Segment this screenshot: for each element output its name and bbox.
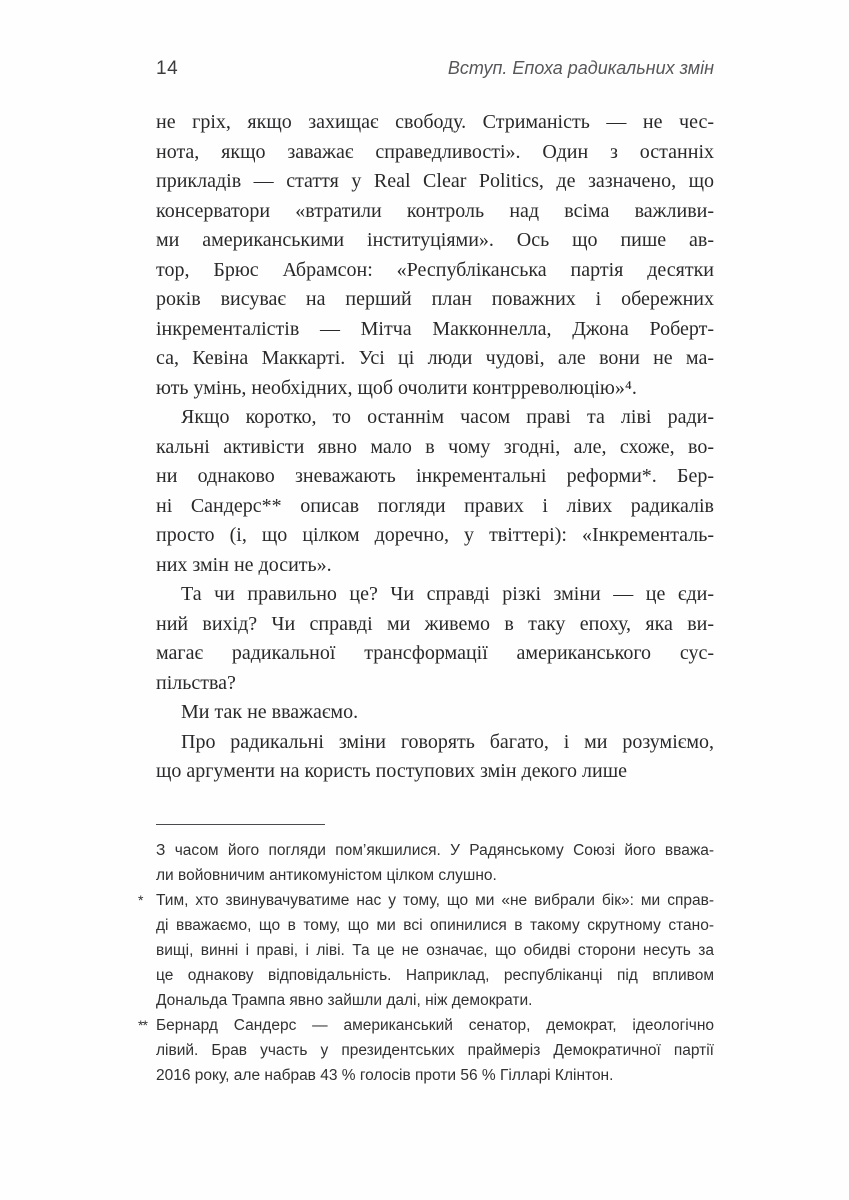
paragraph: Про радикальні зміни говорять багато, і ми розуміємо, що аргументи на користь поступових змін декого лише xyxy=(156,730,714,782)
footnote-marker: * xyxy=(138,892,143,908)
paragraph: Та чи правильно це? Чи справді різкі зміни — це єди- ний вихід? Чи справді ми живемо в таку епоху, яка ви- магає радикальної трансформації американського сус- пільства? xyxy=(156,583,714,694)
page-header xyxy=(156,58,714,80)
footnotes-section xyxy=(138,818,714,1088)
footnote-continuation xyxy=(156,838,714,888)
footnote-text: З часом його погляди пом’якшилися. У Радянському Союзі його вважа- ли войовничим антикомуністом цілком слушно. xyxy=(156,842,714,884)
footnote-asterisk xyxy=(138,888,714,1013)
paragraph: Ми так не вважаємо. xyxy=(181,701,359,723)
paragraph: Якщо коротко, то останнім часом праві та ліві ради- кальні активісти явно мало в чому згодні, але, схоже, во- ни однаково зневажають інкрементальні реформи*. Бер- ні Сандерс** описав погляди правих і лівих радикалів просто (і, що цілком доречно, у твіттері): «Інкременталь- них змін не досить». xyxy=(156,406,714,576)
footnote-marker: ** xyxy=(138,1017,147,1033)
footnote-text: Бернард Сандерс — американський сенатор, демократ, ідеологічно лівий. Брав участь у президентських праймеріз Демократичної партії 2016 року, але набрав 43 % голосів проти 56 % Гілларі Клінтон. xyxy=(156,1017,714,1084)
footnote-text: Тим, хто звинувачуватиме нас у тому, що ми «не вибрали бік»: ми справ- ді вважаємо, що в тому, що ми всі опинилися в такому скрутному стано- вищі, винні і праві, і ліві. Та це не означає, що обидві сторони несуть за це однакову відповідальність. Наприклад, республіканці під впливом Дональда Трампа явно зайшли далі, ніж демократи. xyxy=(156,892,714,1009)
footnote-double-asterisk xyxy=(138,1013,714,1088)
running-head: Вступ. Епоха радикальних змін xyxy=(447,58,714,78)
page-number: 14 xyxy=(156,58,179,79)
paragraph-continuation: не гріх, якщо захищає свободу. Стриманість — не чес- нота, якщо заважає справедливості». Один з останніх прикладів — стаття у Real Clear Politics, де зазначено, що консерватори «втратили контроль над всіма важливи- ми американськими інституціями». Ось що пише ав- тор, Брюс Абрамсон: «Республіканська партія десятки років висуває на перший план поважних і обережних інкременталістів — Мітча Макконнелла, Джона Роберт- са, Кевіна Маккарті. Усі ці люди чудові, але вони не ма- ють умінь, необхідних, щоб очолити контрреволюцію»⁴. xyxy=(156,111,714,399)
body-text xyxy=(156,108,714,787)
footnote-rule xyxy=(156,824,325,825)
